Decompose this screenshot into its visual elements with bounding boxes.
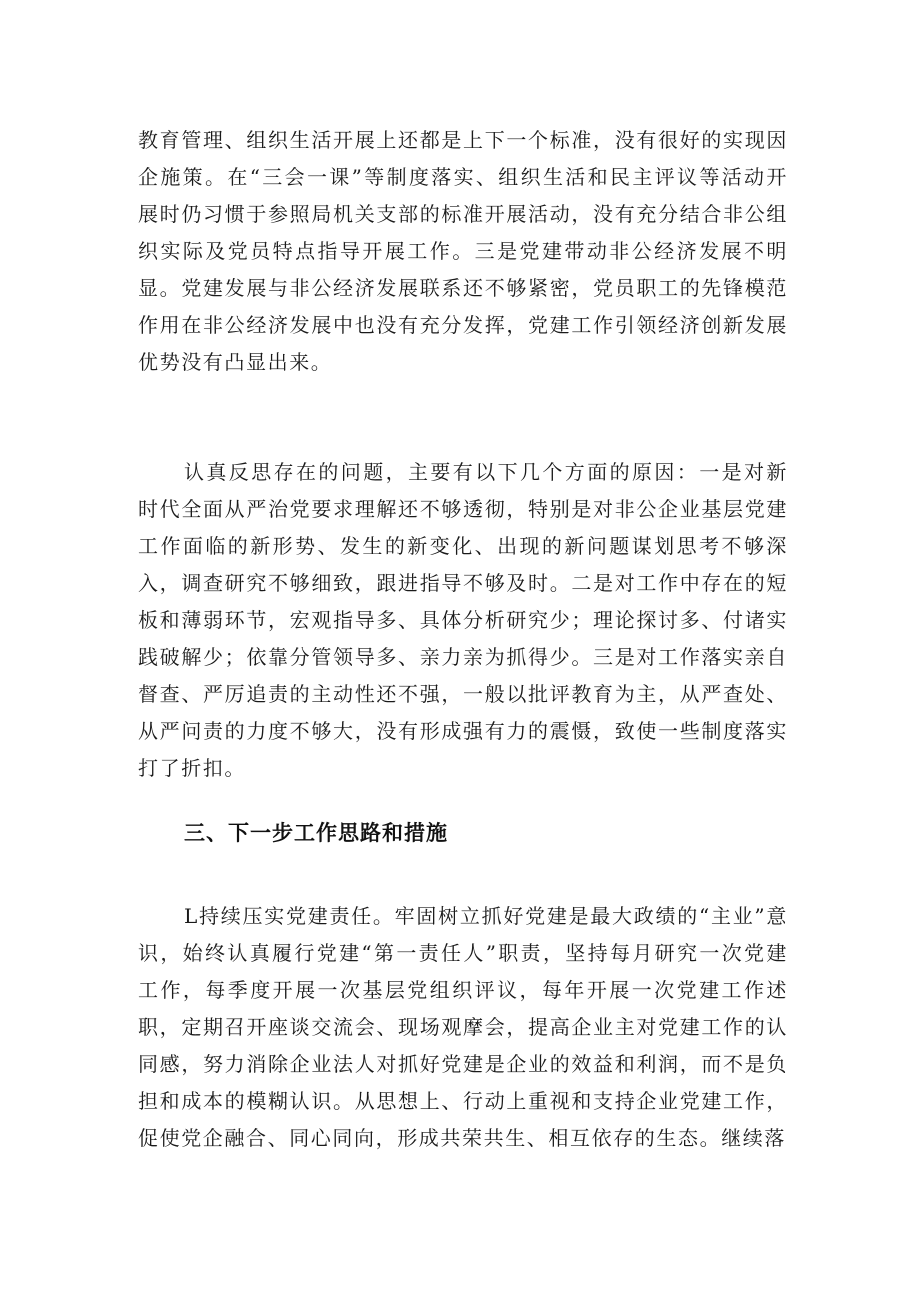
body-paragraph-causes: 认真反思存在的问题，主要有以下几个方面的原因：一是对新时代全面从严治党要求理解还不够透彻，特别是对非公企业基层党建工作面临的新形势、发生的新变化、出现的新问题谋划思考不够深入，调查研究不够细致，跟进指导不够及时。二是对工作中存在的短板和薄弱环节，宏观指导多、具体分析研究少；理论探讨多、付诸实践破解少；依靠分管领导多、亲力亲为抓得少。三是对工作落实亲自督查、严厉追责的主动性还不强，一般以批评教育为主，从严查处、从严问责的力度不够大，没有形成强有力的震慑，致使一些制度落实打了折扣。	[138, 460, 788, 780]
body-paragraph-measures: L持续压实党建责任。牢固树立抓好党建是最大政绩的“主业”意识，始终认真履行党建“第一责任人”职责，坚持每月研究一次党建工作，每季度开展一次基层党组织评议，每年开展一次党建工作述职，定期召开座谈交流会、现场观摩会，提高企业主对党建工作的认同感，努力消除企业法人对抓好党建是企业的效益和利润，而不是负担和成本的模糊认识。从思想上、行动上重视和支持企业党建工作，促使党企融合、同心同向，形成共荣共生、相互依存的生态。继续落	[138, 904, 788, 1150]
section-heading: 三、下一步工作思路和措施	[184, 821, 448, 845]
body-paragraph-continued: 教育管理、组织生活开展上还都是上下一个标准，没有很好的实现因企施策。在“三会一课”等制度落实、组织生活和民主评议等活动开展时仍习惯于参照局机关支部的标准开展活动，没有充分结合非公组织实际及党员特点指导开展工作。三是党建带动非公经济发展不明显。党建发展与非公经济发展联系还不够紧密，党员职工的先锋模范作用在非公经济发展中也没有充分发挥，党建工作引领经济创新发展优势没有凸显出来。	[138, 128, 788, 374]
